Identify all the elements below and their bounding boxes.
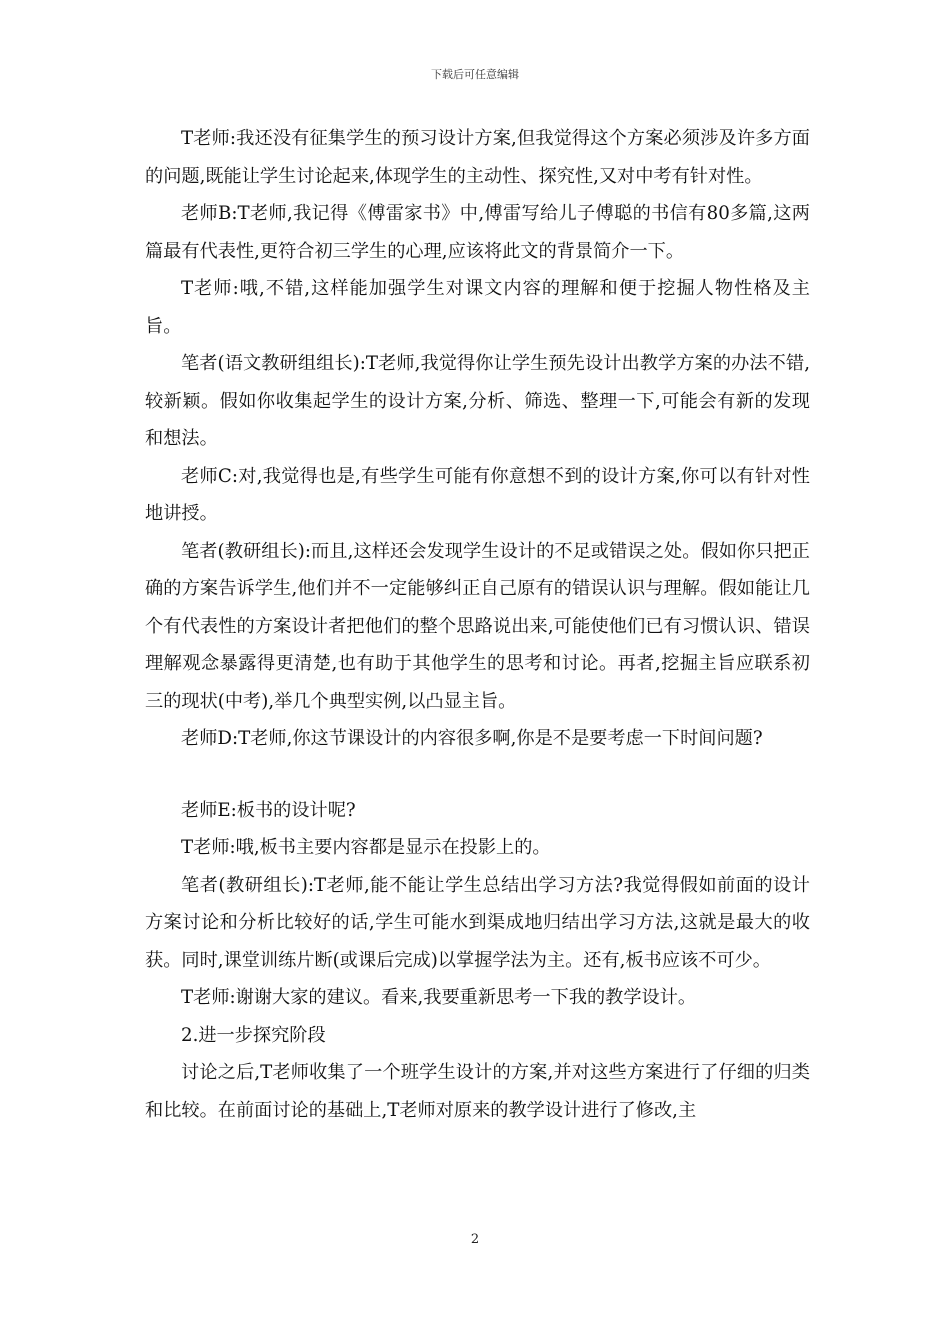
paragraph: 笔者(教研组长):T老师,能不能让学生总结出学习方法?我觉得假如前面的设计方案讨论和分析比较好的话,学生可能水到渠成地归结出学习方法,这就是最大的收获。同时,课堂训练片断(或课后完成)以掌握学法为主。还有,板书应该不可少。 bbox=[145, 874, 810, 971]
section-heading: 2.进一步探究阶段 bbox=[181, 1024, 326, 1046]
paragraph: T老师:哦,不错,这样能加强学生对课文内容的理解和便于挖掘人物性格及主旨。 bbox=[145, 278, 810, 337]
paragraph: T老师:我还没有征集学生的预习设计方案,但我觉得这个方案必须涉及许多方面的问题,既能让学生讨论起来,体现学生的主动性、探究性,又对中考有针对性。 bbox=[145, 128, 810, 187]
paragraph: 老师C:对,我觉得也是,有些学生可能有你意想不到的设计方案,你可以有针对性地讲授。 bbox=[145, 465, 810, 524]
paragraph: 老师D:T老师,你这节课设计的内容很多啊,你是不是要考虑一下时间问题? bbox=[181, 728, 763, 749]
paragraph: 笔者(教研组长):而且,这样还会发现学生设计的不足或错误之处。假如你只把正确的方案告诉学生,他们并不一定能够纠正自己原有的错误认识与理解。假如能让几个有代表性的方案设计者把他们的整个思路说出来,可能使他们已有习惯认识、错误理解观念暴露得更清楚,也有助于其他学生的思考和讨论。再者,挖掘主旨应联系初三的现状(中考),举几个典型实例,以凸显主旨。 bbox=[145, 540, 810, 712]
page-number: 2 bbox=[470, 1232, 480, 1247]
paragraph: 笔者(语文教研组组长):T老师,我觉得你让学生预先设计出教学方案的办法不错,较新颖。假如你收集起学生的设计方案,分析、筛选、整理一下,可能会有新的发现和想法。 bbox=[145, 353, 810, 449]
paragraph: T老师:谢谢大家的建议。看来,我要重新思考一下我的教学设计。 bbox=[181, 987, 697, 1008]
document-body bbox=[145, 120, 810, 1129]
paragraph: 老师E:板书的设计呢? bbox=[181, 799, 356, 821]
page-header: 下载后可任意编辑 bbox=[431, 68, 519, 81]
paragraph: 讨论之后,T老师收集了一个班学生设计的方案,并对这些方案进行了仔细的归类和比较。在前面讨论的基础上,T老师对原来的教学设计进行了修改,主 bbox=[145, 1062, 810, 1121]
paragraph: 老师B:T老师,我记得《傅雷家书》中,傅雷写给儿子傅聪的书信有80多篇,这两篇最有代表性,更符合初三学生的心理,应该将此文的背景简介一下。 bbox=[145, 203, 810, 262]
paragraph: T老师:哦,板书主要内容都是显示在投影上的。 bbox=[181, 837, 551, 858]
